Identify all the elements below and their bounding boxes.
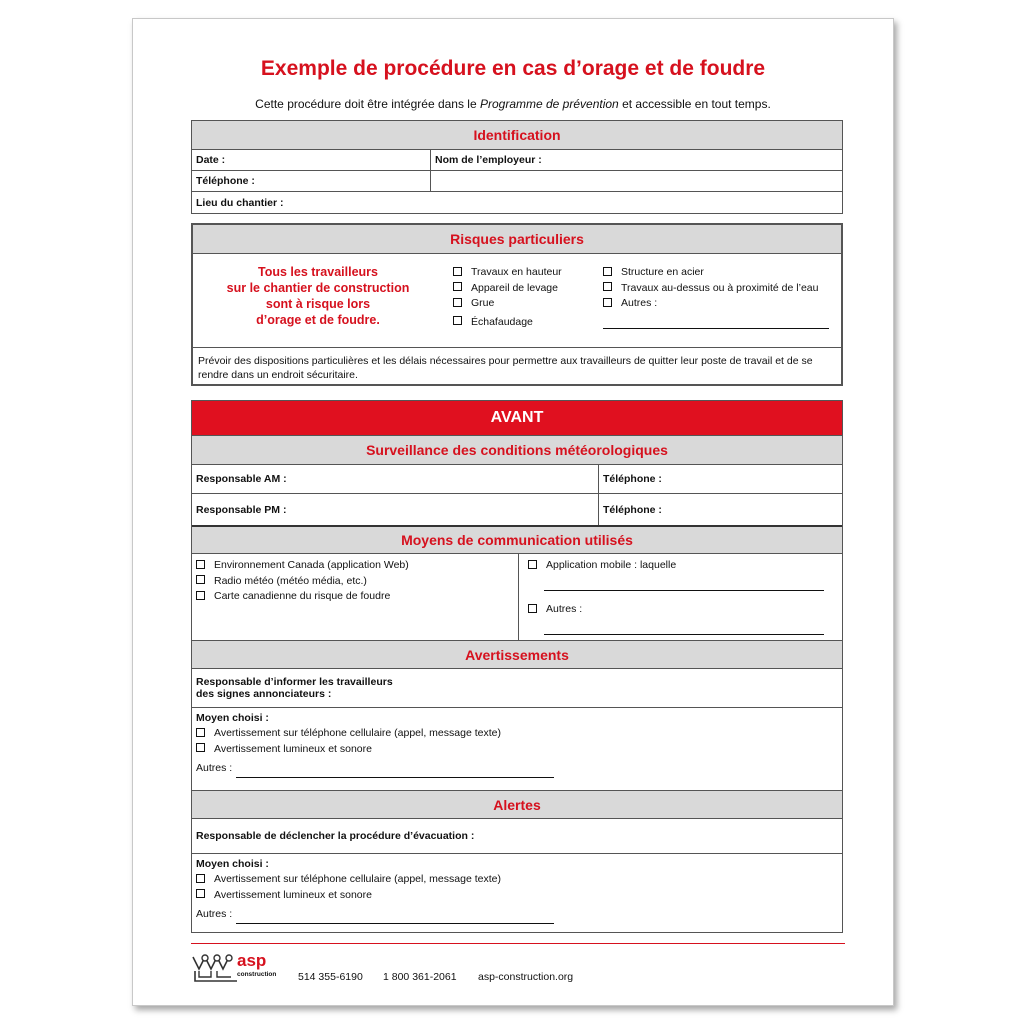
logo-text: asp	[237, 951, 267, 970]
surveillance-row-pm	[192, 494, 842, 527]
phone-am-field[interactable]: Téléphone :	[598, 465, 842, 493]
checkbox-icon[interactable]	[453, 298, 462, 307]
communication-right	[518, 554, 842, 640]
avertissements-responsible-line: Responsable d’informer les travailleurs	[196, 676, 393, 688]
phone-field[interactable]: Téléphone :	[196, 175, 255, 187]
alertes-option[interactable]: Avertissement lumineux et sonore	[196, 888, 838, 904]
footer-divider	[191, 943, 845, 944]
checkbox-icon[interactable]	[528, 560, 537, 569]
risk-option[interactable]: Autres :	[603, 296, 818, 312]
responsible-am-field[interactable]: Responsable AM :	[196, 473, 287, 485]
communication-option-mobile[interactable]: Application mobile : laquelle	[528, 558, 676, 574]
communication-row	[192, 554, 842, 641]
risk-options-col1	[453, 265, 562, 330]
subtitle-text-start: Cette procédure doit être intégrée dans le	[255, 97, 480, 111]
checkbox-icon[interactable]	[196, 591, 205, 600]
avertissements-header: Avertissements	[192, 641, 842, 669]
communication-header: Moyens de communication utilisés	[192, 527, 842, 554]
avertissements-other	[196, 761, 838, 777]
avertissements-other-line[interactable]	[236, 777, 554, 778]
identification-row-site	[192, 192, 842, 213]
risk-option[interactable]: Appareil de levage	[453, 281, 562, 297]
risk-warning-line: d’orage et de foudre.	[256, 313, 380, 327]
alertes-header: Alertes	[192, 791, 842, 819]
checkbox-icon[interactable]	[603, 267, 612, 276]
empty-cell	[430, 171, 842, 191]
avertissements-other-label: Autres :	[196, 762, 233, 774]
site-location-field[interactable]: Lieu du chantier :	[196, 196, 284, 209]
communication-option[interactable]: Carte canadienne du risque de foudre	[196, 589, 514, 605]
alertes-other	[196, 907, 838, 923]
risks-body	[193, 254, 841, 348]
risks-section	[191, 223, 843, 386]
identification-header: Identification	[192, 121, 842, 150]
avertissements-option[interactable]: Avertissement sur téléphone cellulaire (appel, message texte)	[196, 726, 838, 742]
alertes-option[interactable]: Avertissement sur téléphone cellulaire (appel, message texte)	[196, 872, 838, 888]
mobile-app-line[interactable]	[544, 590, 824, 591]
footer-phone-local: 514 355-6190	[298, 971, 363, 983]
risk-option[interactable]: Échafaudage	[453, 315, 562, 331]
risk-other-line[interactable]	[603, 328, 829, 329]
avertissements-means-label: Moyen choisi :	[196, 712, 269, 724]
communication-option[interactable]: Environnement Canada (application Web)	[196, 558, 514, 574]
communication-option-other[interactable]: Autres :	[528, 602, 582, 618]
subtitle-program-name: Programme de prévention	[479, 97, 619, 111]
checkbox-icon[interactable]	[196, 874, 205, 883]
identification-row-phone	[192, 171, 842, 192]
risk-warning-line: sont à risque lors	[265, 297, 371, 311]
phone-pm-field[interactable]: Téléphone :	[598, 494, 842, 525]
alertes-means-row	[192, 854, 842, 929]
avertissements-responsible-row[interactable]	[192, 669, 842, 708]
alertes-other-line[interactable]	[236, 923, 554, 924]
checkbox-icon[interactable]	[453, 282, 462, 291]
alertes-means-label: Moyen choisi :	[196, 858, 269, 870]
risk-option[interactable]: Structure en acier	[603, 265, 818, 281]
checkbox-icon[interactable]	[196, 728, 205, 737]
communication-other-line[interactable]	[544, 634, 824, 635]
communication-left	[192, 554, 518, 640]
risk-option[interactable]: Travaux en hauteur	[453, 265, 562, 281]
communication-option[interactable]: Radio météo (météo média, etc.)	[196, 574, 514, 590]
checkbox-icon[interactable]	[196, 889, 205, 898]
avertissements-means-row	[192, 708, 842, 791]
risks-header: Risques particuliers	[193, 225, 841, 254]
checkbox-icon[interactable]	[453, 316, 462, 325]
risk-warning	[193, 264, 443, 328]
subtitle-text-end: et accessible en tout temps.	[618, 97, 771, 111]
page-title: Exemple de procédure en cas d’orage et de foudre	[260, 57, 766, 80]
risk-warning-line: Tous les travailleurs	[258, 265, 378, 279]
page-subtitle	[133, 97, 893, 111]
asp-logo	[191, 953, 281, 985]
footer-website-link[interactable]: asp-construction.org	[478, 971, 574, 983]
checkbox-icon[interactable]	[603, 298, 612, 307]
risk-warning-line: sur le chantier de construction	[226, 281, 410, 295]
avant-banner: AVANT	[192, 401, 842, 436]
checkbox-icon[interactable]	[196, 560, 205, 569]
alertes-other-label: Autres :	[196, 908, 233, 920]
checkbox-icon[interactable]	[196, 575, 205, 584]
asp-logo-icon	[191, 953, 241, 983]
alertes-responsible-field[interactable]: Responsable de déclencher la procédure d’évacuation :	[196, 830, 475, 842]
alertes-responsible-row	[192, 819, 842, 854]
avant-section	[191, 400, 843, 933]
employer-name-field[interactable]: Nom de l’employeur :	[430, 150, 842, 170]
identification-section	[191, 120, 843, 214]
risks-note: Prévoir des dispositions particulières et les délais nécessaires pour permettre aux travailleurs de quitter leur poste de travail et de se rendre dans un endroit sécuritaire.	[198, 355, 813, 381]
risk-options-col2	[603, 265, 818, 312]
checkbox-icon[interactable]	[603, 282, 612, 291]
logo-subtext: construction	[237, 971, 277, 978]
responsible-pm-field[interactable]: Responsable PM :	[196, 503, 287, 516]
date-field[interactable]: Date :	[196, 154, 226, 166]
document-page	[132, 18, 894, 1006]
surveillance-header: Surveillance des conditions météorologiques	[192, 436, 842, 465]
risk-option[interactable]: Travaux au-dessus ou à proximité de l’eau	[603, 281, 818, 297]
surveillance-row-am	[192, 465, 842, 494]
identification-row-date	[192, 150, 842, 171]
footer-phone-tollfree: 1 800 361-2061	[383, 971, 457, 983]
checkbox-icon[interactable]	[196, 743, 205, 752]
checkbox-icon[interactable]	[528, 604, 537, 613]
checkbox-icon[interactable]	[453, 267, 462, 276]
avertissements-responsible-line: des signes annonciateurs :	[196, 688, 332, 700]
risk-option[interactable]: Grue	[453, 296, 562, 312]
avertissements-option[interactable]: Avertissement lumineux et sonore	[196, 742, 838, 758]
